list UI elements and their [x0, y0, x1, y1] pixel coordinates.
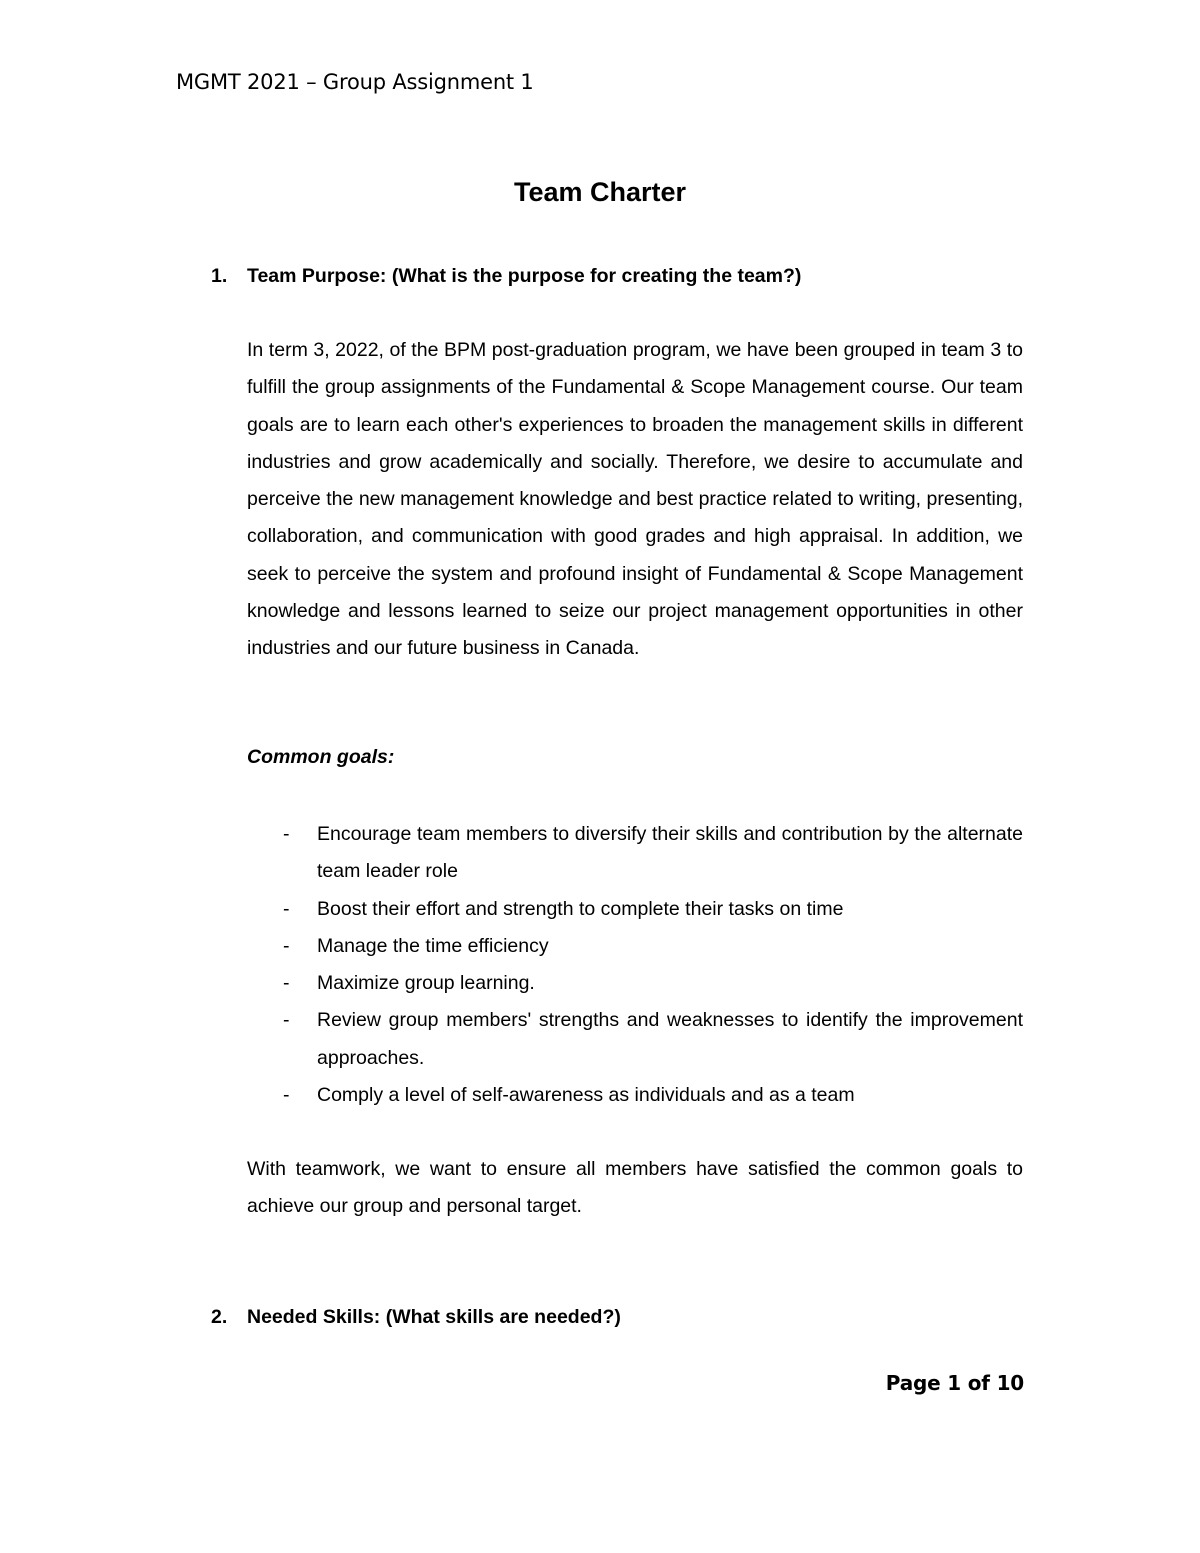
- page-number-footer: [886, 1371, 1024, 1395]
- goal-text: Comply a level of self-awareness as individuals and as a team: [317, 1084, 855, 1107]
- team-purpose-paragraph: In term 3, 2022, of the BPM post-graduation program, we have been grouped in team 3 to fulfill the group assignments of the Fundamental & Scope Management course. Our team goals are to learn each other's experiences to broaden the management skills in different industries and grow academically and socially. Therefore, we desire to accumulate and perceive the new management knowledge and best practice related to writing, presenting, collaboration, and communication with good grades and high appraisal. In addition, we seek to perceive the system and profound insight of Fundamental & Scope Management knowledge and lessons learned to seize our project management opportunities in other industries and our future business in Canada.: [247, 339, 1023, 660]
- list-item: [247, 1077, 1023, 1114]
- section-1-number: 1.: [211, 265, 228, 287]
- page-label: Page: [885, 1371, 941, 1395]
- list-item: [247, 1002, 1023, 1077]
- bullet-dash: -: [283, 897, 290, 920]
- page-current: 1: [947, 1371, 961, 1395]
- document-title: Team Charter: [513, 177, 687, 207]
- common-goals-list: [247, 816, 1023, 1114]
- goal-text: Boost their effort and strength to complete their tasks on time: [317, 897, 844, 920]
- section-2-heading: [211, 1306, 621, 1329]
- list-item: [247, 816, 1023, 891]
- list-item: [247, 891, 1023, 928]
- bullet-dash: -: [283, 934, 290, 957]
- section-1-heading-text: Team Purpose: (What is the purpose for creating the team?): [247, 265, 802, 287]
- goal-text: Manage the time efficiency: [317, 934, 549, 957]
- goal-text: Review group members' strengths and weaknesses to identify the improvement approaches.: [317, 1009, 1023, 1069]
- section-1-heading: [211, 265, 801, 288]
- bullet-dash: -: [283, 972, 290, 995]
- of-label: of: [967, 1371, 990, 1395]
- page-header: MGMT 2021 – Group Assignment 1: [176, 70, 534, 94]
- bullet-dash: -: [283, 1009, 290, 1032]
- goal-text: Encourage team members to diversify their skills and contribution by the alternate team leader role: [317, 823, 1023, 883]
- bullet-dash: -: [283, 1084, 290, 1107]
- common-goals-heading: Common goals:: [247, 746, 395, 768]
- list-item: [247, 928, 1023, 965]
- teamwork-closing-paragraph: With teamwork, we want to ensure all members have satisfied the common goals to achieve our group and personal target.: [247, 1158, 1023, 1218]
- bullet-dash: -: [283, 823, 290, 845]
- page-total: 10: [996, 1371, 1024, 1395]
- list-item: [247, 965, 1023, 1002]
- section-2-heading-text: Needed Skills: (What skills are needed?): [247, 1306, 621, 1328]
- goal-text: Maximize group learning.: [317, 972, 535, 995]
- section-2-number: 2.: [211, 1306, 228, 1328]
